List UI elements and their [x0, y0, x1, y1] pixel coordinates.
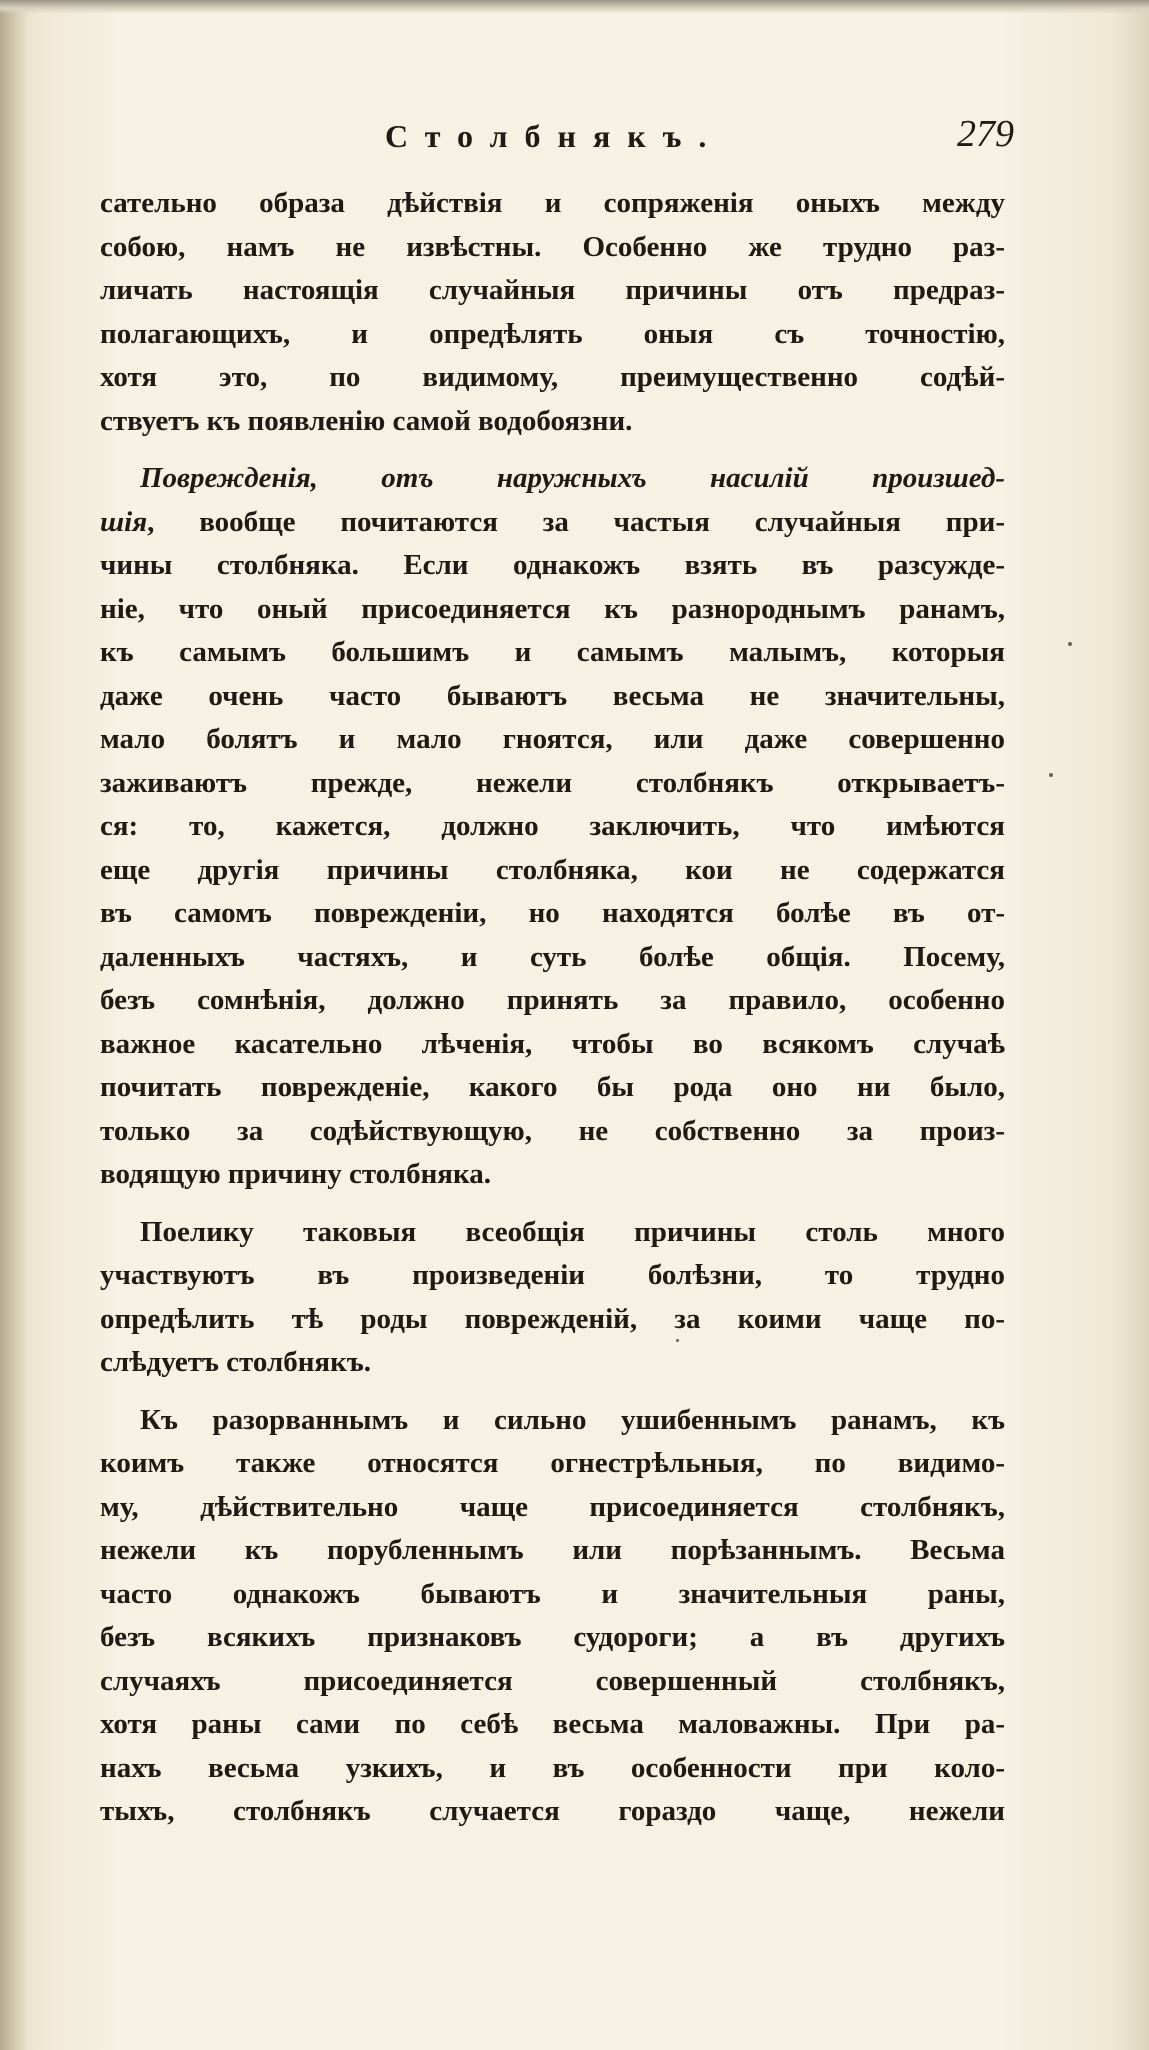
ink-speck — [1068, 642, 1072, 646]
paragraph-gap — [100, 1385, 1005, 1399]
text-line: нежели къ порубленнымъ или порѣзаннымъ. Весьма — [100, 1534, 1005, 1566]
text-line: ся: то, кажется, должно заключить, что имѣются — [100, 810, 1005, 842]
text-line: нахъ весьма узкихъ, и въ особенности при коло- — [100, 1751, 1005, 1784]
text-line: почитать поврежденіе, какого бы рода оно ни было, — [100, 1071, 1005, 1103]
text-line: даже очень часто бываютъ весьма не значительны, — [100, 679, 1005, 712]
text-line: тыхъ, столбнякъ случается гораздо чаще, нежели — [100, 1795, 1005, 1827]
text-line: къ самымъ большимъ и самымъ малымъ, которыя — [100, 636, 1005, 668]
text-line: Поелику таковыя всеобщія причины столь много — [140, 1215, 1005, 1248]
text-line — [100, 501, 1005, 545]
page-edge-shadow — [1112, 0, 1149, 2050]
text-line: ствуетъ къ появленію самой водобоязни. — [100, 404, 633, 437]
text-line: ніе, что оный присоединяется къ разнороднымъ ранамъ, — [100, 592, 1005, 625]
text-line: заживаютъ прежде, нежели столбнякъ открываетъ- — [100, 766, 1005, 799]
text-line: мало болятъ и мало гноятся, или даже совершенно — [100, 723, 1005, 755]
text-line: личать настоящія случайныя причины отъ предраз- — [100, 274, 1005, 306]
text-line: полагающихъ, и опредѣлять оныя съ точностію, — [100, 317, 1005, 350]
text-line: важное касательно лѣченія, чтобы во всякомъ случаѣ — [100, 1027, 1005, 1060]
page-number: 279 — [957, 113, 1014, 155]
text-line: слѣдуетъ столбнякъ. — [100, 1346, 371, 1378]
binding-shadow — [0, 0, 28, 2050]
text-line: му, дѣйствительно чаще присоединяется столбнякъ, — [100, 1490, 1005, 1523]
text-line: Къ разорваннымъ и сильно ушибеннымъ ранамъ, къ — [140, 1403, 1005, 1436]
text-line: часто однакожъ бываютъ и значительныя раны, — [100, 1577, 1005, 1610]
paragraph — [100, 1211, 1005, 1385]
text-run: , вообще почитаются за частыя случайныя при- — [147, 505, 1005, 538]
text-line: хотя раны сами по себѣ весьма маловажны. При ра- — [100, 1708, 1005, 1740]
italic-phrase: шія — [100, 505, 148, 538]
ink-speck — [1049, 773, 1053, 777]
text-line: чины столбняка. Если однакожъ взять въ разсужде- — [100, 549, 1005, 581]
text-line: сательно образа дѣйствія и сопряженія оныхъ между — [100, 187, 1005, 219]
top-edge-shadow — [0, 0, 1149, 14]
text-line: въ самомъ поврежденіи, но находятся болѣе въ от- — [100, 897, 1005, 929]
text-line: коимъ также относятся огнестрѣльныя, по видимо- — [100, 1447, 1005, 1479]
text-line: безъ сомнѣнія, должно принять за правило, особенно — [100, 984, 1005, 1016]
running-title: Столбнякъ. — [385, 118, 724, 154]
page-header — [100, 112, 1014, 172]
text-line: еще другія причины столбняка, кои не содержатся — [100, 853, 1005, 886]
text-line: даленныхъ частяхъ, и суть болѣе общія. Посему, — [100, 940, 1005, 973]
paragraph — [100, 182, 1005, 443]
paragraph-gap — [100, 1197, 1005, 1211]
text-line: хотя это, по видимому, преимущественно содѣй- — [100, 361, 1005, 393]
text-line: опредѣлить тѣ роды поврежденій, за коими чаще по- — [100, 1302, 1005, 1335]
ink-speck — [676, 1339, 679, 1342]
text-line: только за содѣйствующую, не собственно за произ- — [100, 1114, 1005, 1147]
text-line: случаяхъ присоединяется совершенный столбнякъ, — [100, 1664, 1005, 1697]
text-line: участвуютъ въ произведеніи болѣзни, то трудно — [100, 1259, 1005, 1291]
body-text — [100, 182, 1005, 1834]
text-line: собою, намъ не извѣстны. Особенно же трудно раз- — [100, 230, 1005, 263]
italic-phrase: Поврежденія, отъ наружныхъ насилій произшед- — [140, 462, 1005, 494]
paragraph — [100, 457, 1005, 1197]
text-line — [100, 457, 1005, 501]
paragraph-gap — [100, 443, 1005, 457]
text-line: безъ всякихъ признаковъ судороги; а въ другихъ — [100, 1621, 1005, 1653]
text-line: водящую причину столбняка. — [100, 1158, 491, 1190]
paragraph — [100, 1399, 1005, 1834]
